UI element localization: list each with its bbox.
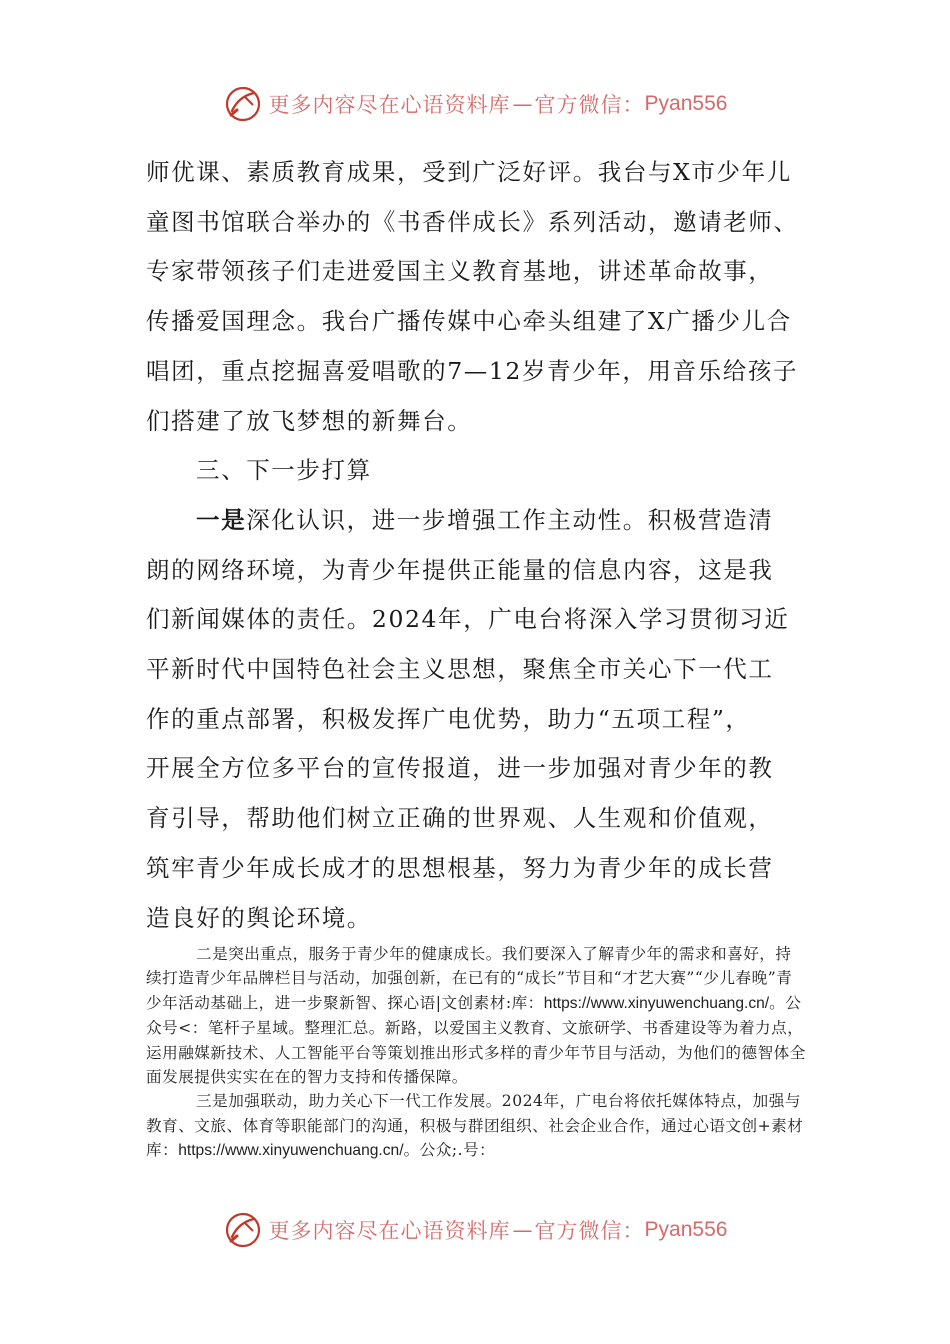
banner-dash: —: [512, 1218, 533, 1242]
text-line: 深化认识，进一步增强工作主动性。积极营造清: [246, 505, 774, 534]
text-line: 朗的网络环境，为青少年提供正能量的信息内容，这是我: [146, 555, 774, 584]
text-line: 童图书馆联合举办的《书香伴成长》系列活动，邀请老师、: [146, 207, 799, 236]
banner-dash: —: [512, 92, 533, 116]
pen-logo-icon: [223, 1210, 263, 1250]
pen-logo-icon: [223, 84, 263, 124]
header-watermark-banner: [0, 82, 950, 126]
text-line: 唱团，重点挖掘喜爱唱歌的7—12岁青少年，用音乐给孩子: [146, 356, 799, 385]
text-line: 开展全方位多平台的宣传报道，进一步加强对青少年的教: [146, 754, 774, 783]
text-line: 们搭建了放飞梦想的新舞台。: [146, 406, 473, 435]
body-section-2: [146, 942, 806, 1164]
url-text: https://www.xinyuwenchuang.cn/: [178, 1142, 404, 1160]
text-line: 育引导，帮助他们树立正确的世界观、人生观和价值观，: [146, 804, 774, 833]
url-text: https://www.xinyuwenchuang.cn/: [543, 994, 770, 1012]
point-3-paragraph: 三是加强联动，助力关心下一代工作发展。2024年，广电台将依托媒体特点，加强与教育、文旅、体育等职能部门的沟通，积极与群团组织、社会企业合作，通过心语文创+素材库：https://www.xinyuwenchuang.cn/。公众;.号：: [146, 1092, 804, 1160]
banner-official-label: 官方微信：: [534, 1219, 645, 1243]
text-line: 们新闻媒体的责任。2024年，广电台将深入学习贯彻习近: [146, 605, 790, 634]
point-1-lead: 一是: [196, 505, 247, 534]
banner-official-label: 官方微信：: [534, 93, 645, 117]
text-line: 平新时代中国特色社会主义思想，聚焦全市关心下一代工: [146, 655, 774, 684]
banner-text: 更多内容尽在心语资料库: [268, 93, 511, 117]
banner-wechat-id: Pyan556: [644, 92, 728, 115]
section-heading: 三、下一步打算: [196, 456, 372, 485]
body-section-1: [146, 148, 806, 943]
banner-wechat-id: Pyan556: [644, 1218, 728, 1241]
text-line: 师优课、素质教育成果，受到广泛好评。我台与X市少年儿: [146, 158, 792, 186]
text-line: 传播爱国理念。我台广播传媒中心牵头组建了X广播少儿合: [146, 307, 792, 336]
text-line: 专家带领孩子们走进爱国主义教育基地，讲述革命故事，: [146, 257, 774, 286]
text-line: 筑牢青少年成长成才的思想根基，努力为青少年的成长营: [146, 853, 774, 882]
point-1-first-line: [146, 496, 806, 546]
footer-watermark-banner: [0, 1208, 950, 1252]
banner-text: 更多内容尽在心语资料库: [268, 1219, 511, 1243]
point-2-paragraph: 二是突出重点，服务于青少年的健康成长。我们要深入了解青少年的需求和喜好，持续打造青少年品牌栏目与活动，加强创新，在已有的“成长”节目和“才艺大赛”“少儿春晚”青少年活动基础上，进一步聚新智、探心语|文创素材:库：https://www.xinyuwenchuang.cn/。公众号<：笔杆子星域。整理汇总。新路，以爱国主义教育、文旅研学、书香建设等为着力点，运用融媒新技术、人工智能平台等策划推出形式多样的青少年节目与活动，为他们的德智体全面发展提供实实在在的智力支持和传播保障。: [146, 945, 806, 1087]
text-line: 造良好的舆论环境。: [146, 903, 372, 932]
text-line: 作的重点部署，积极发挥广电优势，助力“五项工程”，: [146, 704, 751, 733]
